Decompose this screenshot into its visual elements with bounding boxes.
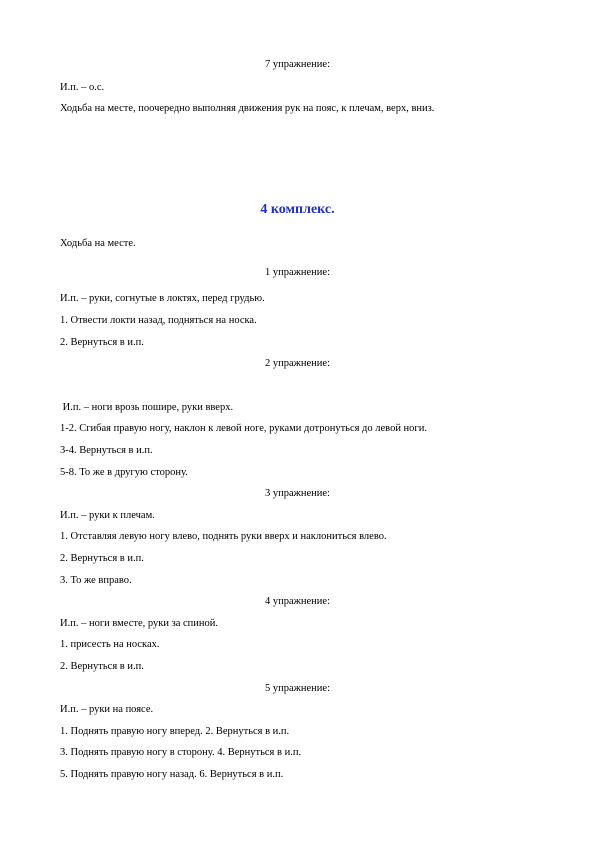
- exercise-7-description: Ходьба на месте, поочередно выполняя движения рук на пояс, к плечам, верх, вниз.: [60, 103, 435, 114]
- exercise-2-title: 2 упражнение:: [264, 358, 330, 369]
- exercise-5-steps-3-4: 3. Поднять правую ногу в сторону. 4. Вернуться в и.п.: [60, 747, 302, 758]
- exercise-2-step-5-8: 5-8. То же в другую сторону.: [60, 467, 188, 478]
- exercise-5-steps-1-2: 1. Поднять правую ногу вперед. 2. Вернуться в и.п.: [60, 726, 290, 737]
- exercise-1-title: 1 упражнение:: [264, 267, 330, 278]
- exercise-2-start-position: И.п. – ноги врозь пошире, руки вверх.: [60, 402, 234, 413]
- exercise-2-step-3-4: 3-4. Вернуться в и.п.: [60, 445, 153, 456]
- exercise-7-title: 7 упражнение:: [264, 59, 330, 70]
- exercise-5-steps-5-6: 5. Поднять правую ногу назад. 6. Вернуться в и.п.: [60, 769, 284, 780]
- exercise-3-step-1: 1. Отставляя левую ногу влево, поднять руки вверх и наклониться влево.: [60, 531, 387, 542]
- exercise-4-start-position: И.п. – ноги вместе, руки за спиной.: [60, 618, 219, 629]
- exercise-3-title: 3 упражнение:: [264, 488, 330, 499]
- complex-4-heading: 4 комплекс.: [260, 202, 335, 217]
- exercise-5-title: 5 упражнение:: [264, 683, 330, 694]
- exercise-3-step-3: 3. То же вправо.: [60, 575, 132, 586]
- exercise-3-step-2: 2. Вернуться в и.п.: [60, 553, 144, 564]
- exercise-4-step-2: 2. Вернуться в и.п.: [60, 661, 144, 672]
- exercise-4-title: 4 упражнение:: [264, 596, 330, 607]
- exercise-4-step-1: 1. присесть на носках.: [60, 639, 160, 650]
- exercise-7-start-position: И.п. – о.с.: [60, 82, 105, 93]
- exercise-2-step-1-2: 1-2. Сгибая правую ногу, наклон к левой ноге, руками дотронуться до левой ноги.: [60, 423, 427, 434]
- exercise-3-start-position: И.п. – руки к плечам.: [60, 510, 155, 521]
- complex-4-intro: Ходьба на месте.: [60, 238, 136, 249]
- exercise-5-start-position: И.п. – руки на поясе.: [60, 704, 154, 715]
- exercise-1-step-2: 2. Вернуться в и.п.: [60, 337, 144, 348]
- exercise-1-step-1: 1. Отвести локти назад, подняться на носка.: [60, 315, 257, 326]
- exercise-1-start-position: И.п. – руки, согнутые в локтях, перед грудью.: [60, 293, 265, 304]
